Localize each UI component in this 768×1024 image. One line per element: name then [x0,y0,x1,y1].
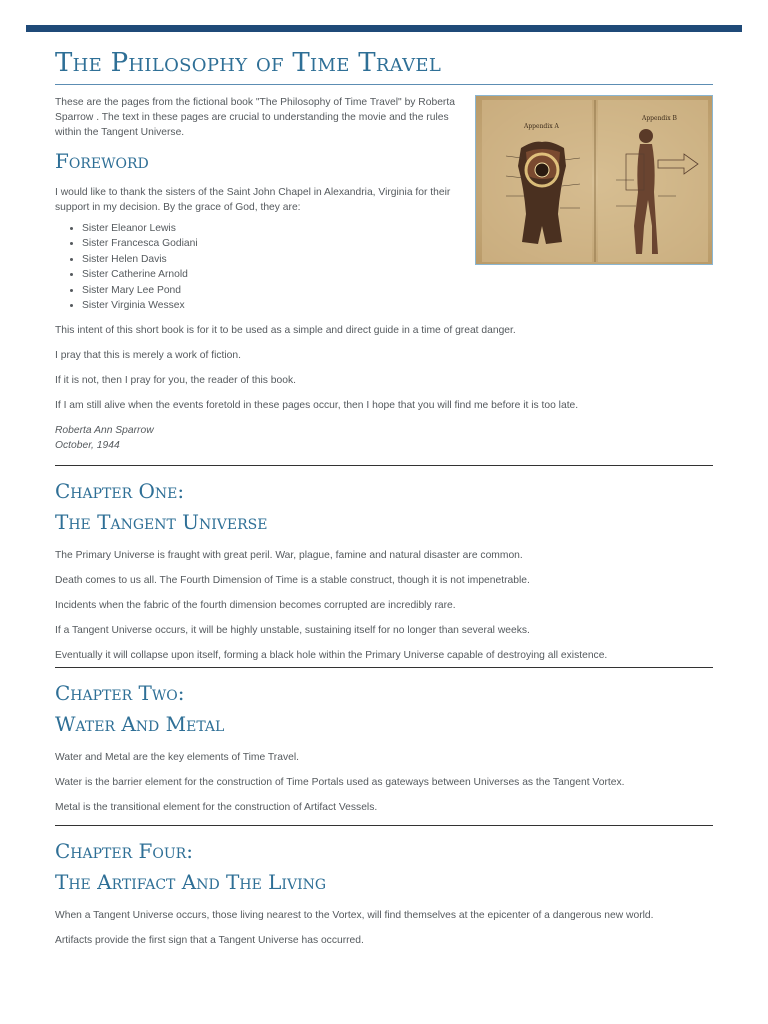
chapter-four-heading [55,836,713,898]
list-item: • Sister Helen Davis [82,252,713,267]
chapter-four-title: The Artifact And The Living [55,870,327,895]
chapter-two-heading [55,678,713,740]
list-item: • Sister Eleanor Lewis [82,221,713,236]
foreword-heading: Foreword [55,149,149,173]
chapter-paragraph: Metal is the transitional element for the construction of Artifact Vessels. [55,802,378,814]
signature-name: Roberta Ann Sparrow [55,425,154,437]
foreword-thanks: I would like to thank the sisters of the Saint John Chapel in Alexandria, Virginia for their support in my decision. By the grace of God, they are: [55,187,451,213]
chapter-one-number: Chapter One: [55,479,185,504]
chapter-two-title: Water And Metal [55,712,225,737]
chapter-paragraph: Death comes to us all. The Fourth Dimension of Time is a stable construct, though it is not impenetrable. [55,575,530,587]
appendix-b-label: Appendix B [642,115,677,122]
chapter-paragraph: Incidents when the fabric of the fourth dimension becomes corrupted are incredibly rare. [55,600,456,612]
page-title: The Philosophy of Time Travel [55,48,442,78]
foreword-paragraph: If I am still alive when the events foretold in these pages occur, then I hope that you will find me before it is too late. [55,400,579,412]
signature [55,423,713,453]
chapter-four-number: Chapter Four: [55,839,193,864]
foreword-paragraph: If it is not, then I pray for you, the reader of this book. [55,375,296,387]
chapter-paragraph: If a Tangent Universe occurs, it will be highly unstable, sustaining itself for no longer than several weeks. [55,625,530,637]
list-item: • Sister Francesca Godiani [82,236,713,251]
chapter-paragraph: When a Tangent Universe occurs, those living nearest to the Vortex, will find themselves at the epicenter of a dangerous new world. [55,910,654,922]
chapter-paragraph: Water is the barrier element for the construction of Time Portals used as gateways between Universes as the Tangent Vortex. [55,777,625,789]
list-item: • Sister Catherine Arnold [82,267,713,282]
section-divider [55,667,713,668]
top-accent-bar [26,25,742,32]
chapter-paragraph: The Primary Universe is fraught with great peril. War, plague, famine and natural disaster are common. [55,550,523,562]
title-divider [55,84,713,85]
list-item: • Sister Mary Lee Pond [82,283,713,298]
list-item: • Sister Virginia Wessex [82,298,713,313]
foreword-paragraph: This intent of this short book is for it to be used as a simple and direct guide in a time of great danger. [55,325,516,337]
intro-section [55,95,713,453]
article [55,40,713,958]
anatomical-illustrations-image [475,95,713,265]
chapter-two-number: Chapter Two: [55,681,185,706]
anatomy-illustration-svg [476,96,713,265]
section-divider [55,465,713,466]
chapter-one-title: The Tangent Universe [55,510,268,535]
appendix-a-label: Appendix A [524,123,559,130]
intro-paragraph: These are the pages from the fictional book "The Philosophy of Time Travel" by Roberta Sparrow . The text in these pages are crucial to understanding the movie and the rules within the Tangent Universe. [55,97,455,138]
chapter-paragraph: Water and Metal are the key elements of Time Travel. [55,752,299,764]
signature-date: October, 1944 [55,440,120,452]
chapter-paragraph: Artifacts provide the first sign that a Tangent Universe has occurred. [55,935,364,947]
chapter-one-heading [55,476,713,538]
section-divider [55,825,713,826]
foreword-paragraph: I pray that this is merely a work of fiction. [55,350,241,362]
chapter-paragraph: Eventually it will collapse upon itself, forming a black hole within the Primary Universe capable of destroying all existence. [55,650,608,662]
